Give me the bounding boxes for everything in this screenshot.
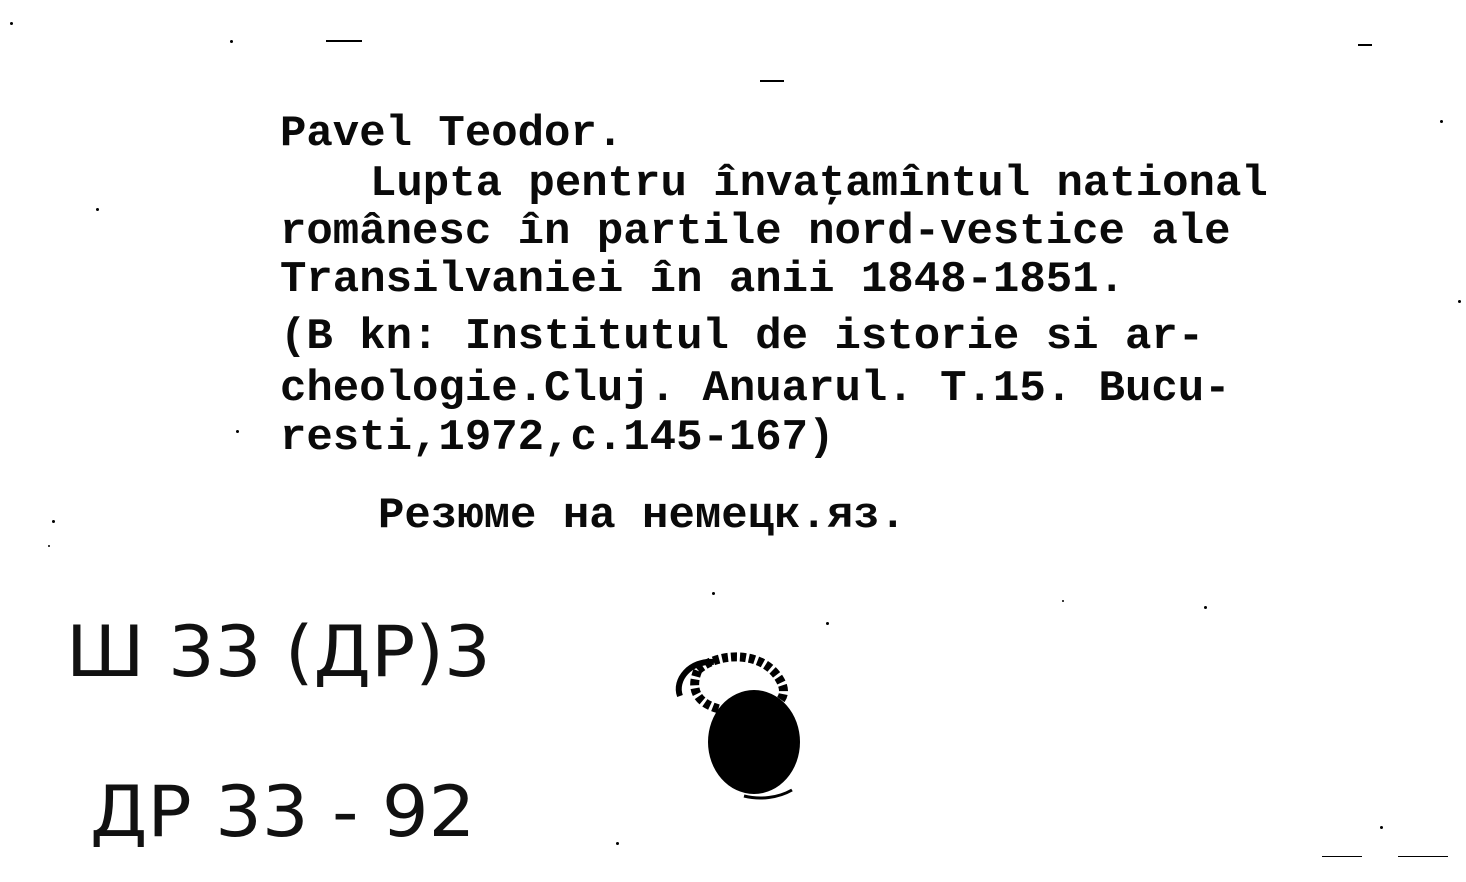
handwritten-shelf-mark: ДР 33 - 92 — [90, 771, 476, 853]
scan-noise-speck — [52, 520, 55, 523]
scan-noise-dash — [1398, 856, 1448, 857]
scan-noise-speck — [712, 592, 715, 595]
title-line: Transilvaniei în anii 1848-1851. — [280, 255, 1125, 305]
scan-noise-speck — [1440, 120, 1443, 123]
scan-noise-dash — [1358, 44, 1372, 46]
source-line: (B kn: Institutul de istorie si ar- — [280, 312, 1205, 362]
scan-noise-speck — [1458, 300, 1461, 303]
scan-noise-speck — [826, 622, 829, 625]
summary-language-note: Резюме на немецк.яз. — [378, 491, 907, 541]
scan-noise-speck — [236, 430, 239, 433]
scan-noise-speck — [1204, 606, 1207, 609]
scan-noise-speck — [48, 545, 50, 547]
punch-hole-blot — [668, 650, 818, 810]
title-line: Lupta pentru învaţamîntul national — [370, 159, 1268, 209]
source-line: resti,1972,c.145-167) — [280, 413, 835, 463]
scan-noise-speck — [1380, 826, 1383, 829]
scan-noise-dash — [326, 40, 362, 42]
scan-noise-dash — [760, 80, 784, 82]
scan-noise-speck — [10, 22, 13, 25]
source-line: cheologie.Cluj. Anuarul. T.15. Bucu- — [280, 364, 1231, 414]
scan-noise-speck — [230, 40, 233, 43]
scan-noise-speck — [616, 842, 619, 845]
author-name: Pavel Teodor. — [280, 109, 624, 159]
title-line: românesc în partile nord-vestice ale — [280, 207, 1231, 257]
handwritten-shelf-mark: Ш 33 (ДР)3 — [66, 611, 491, 693]
scan-noise-dash — [1322, 856, 1362, 857]
scan-noise-speck — [1062, 600, 1064, 602]
scan-noise-speck — [96, 208, 99, 211]
